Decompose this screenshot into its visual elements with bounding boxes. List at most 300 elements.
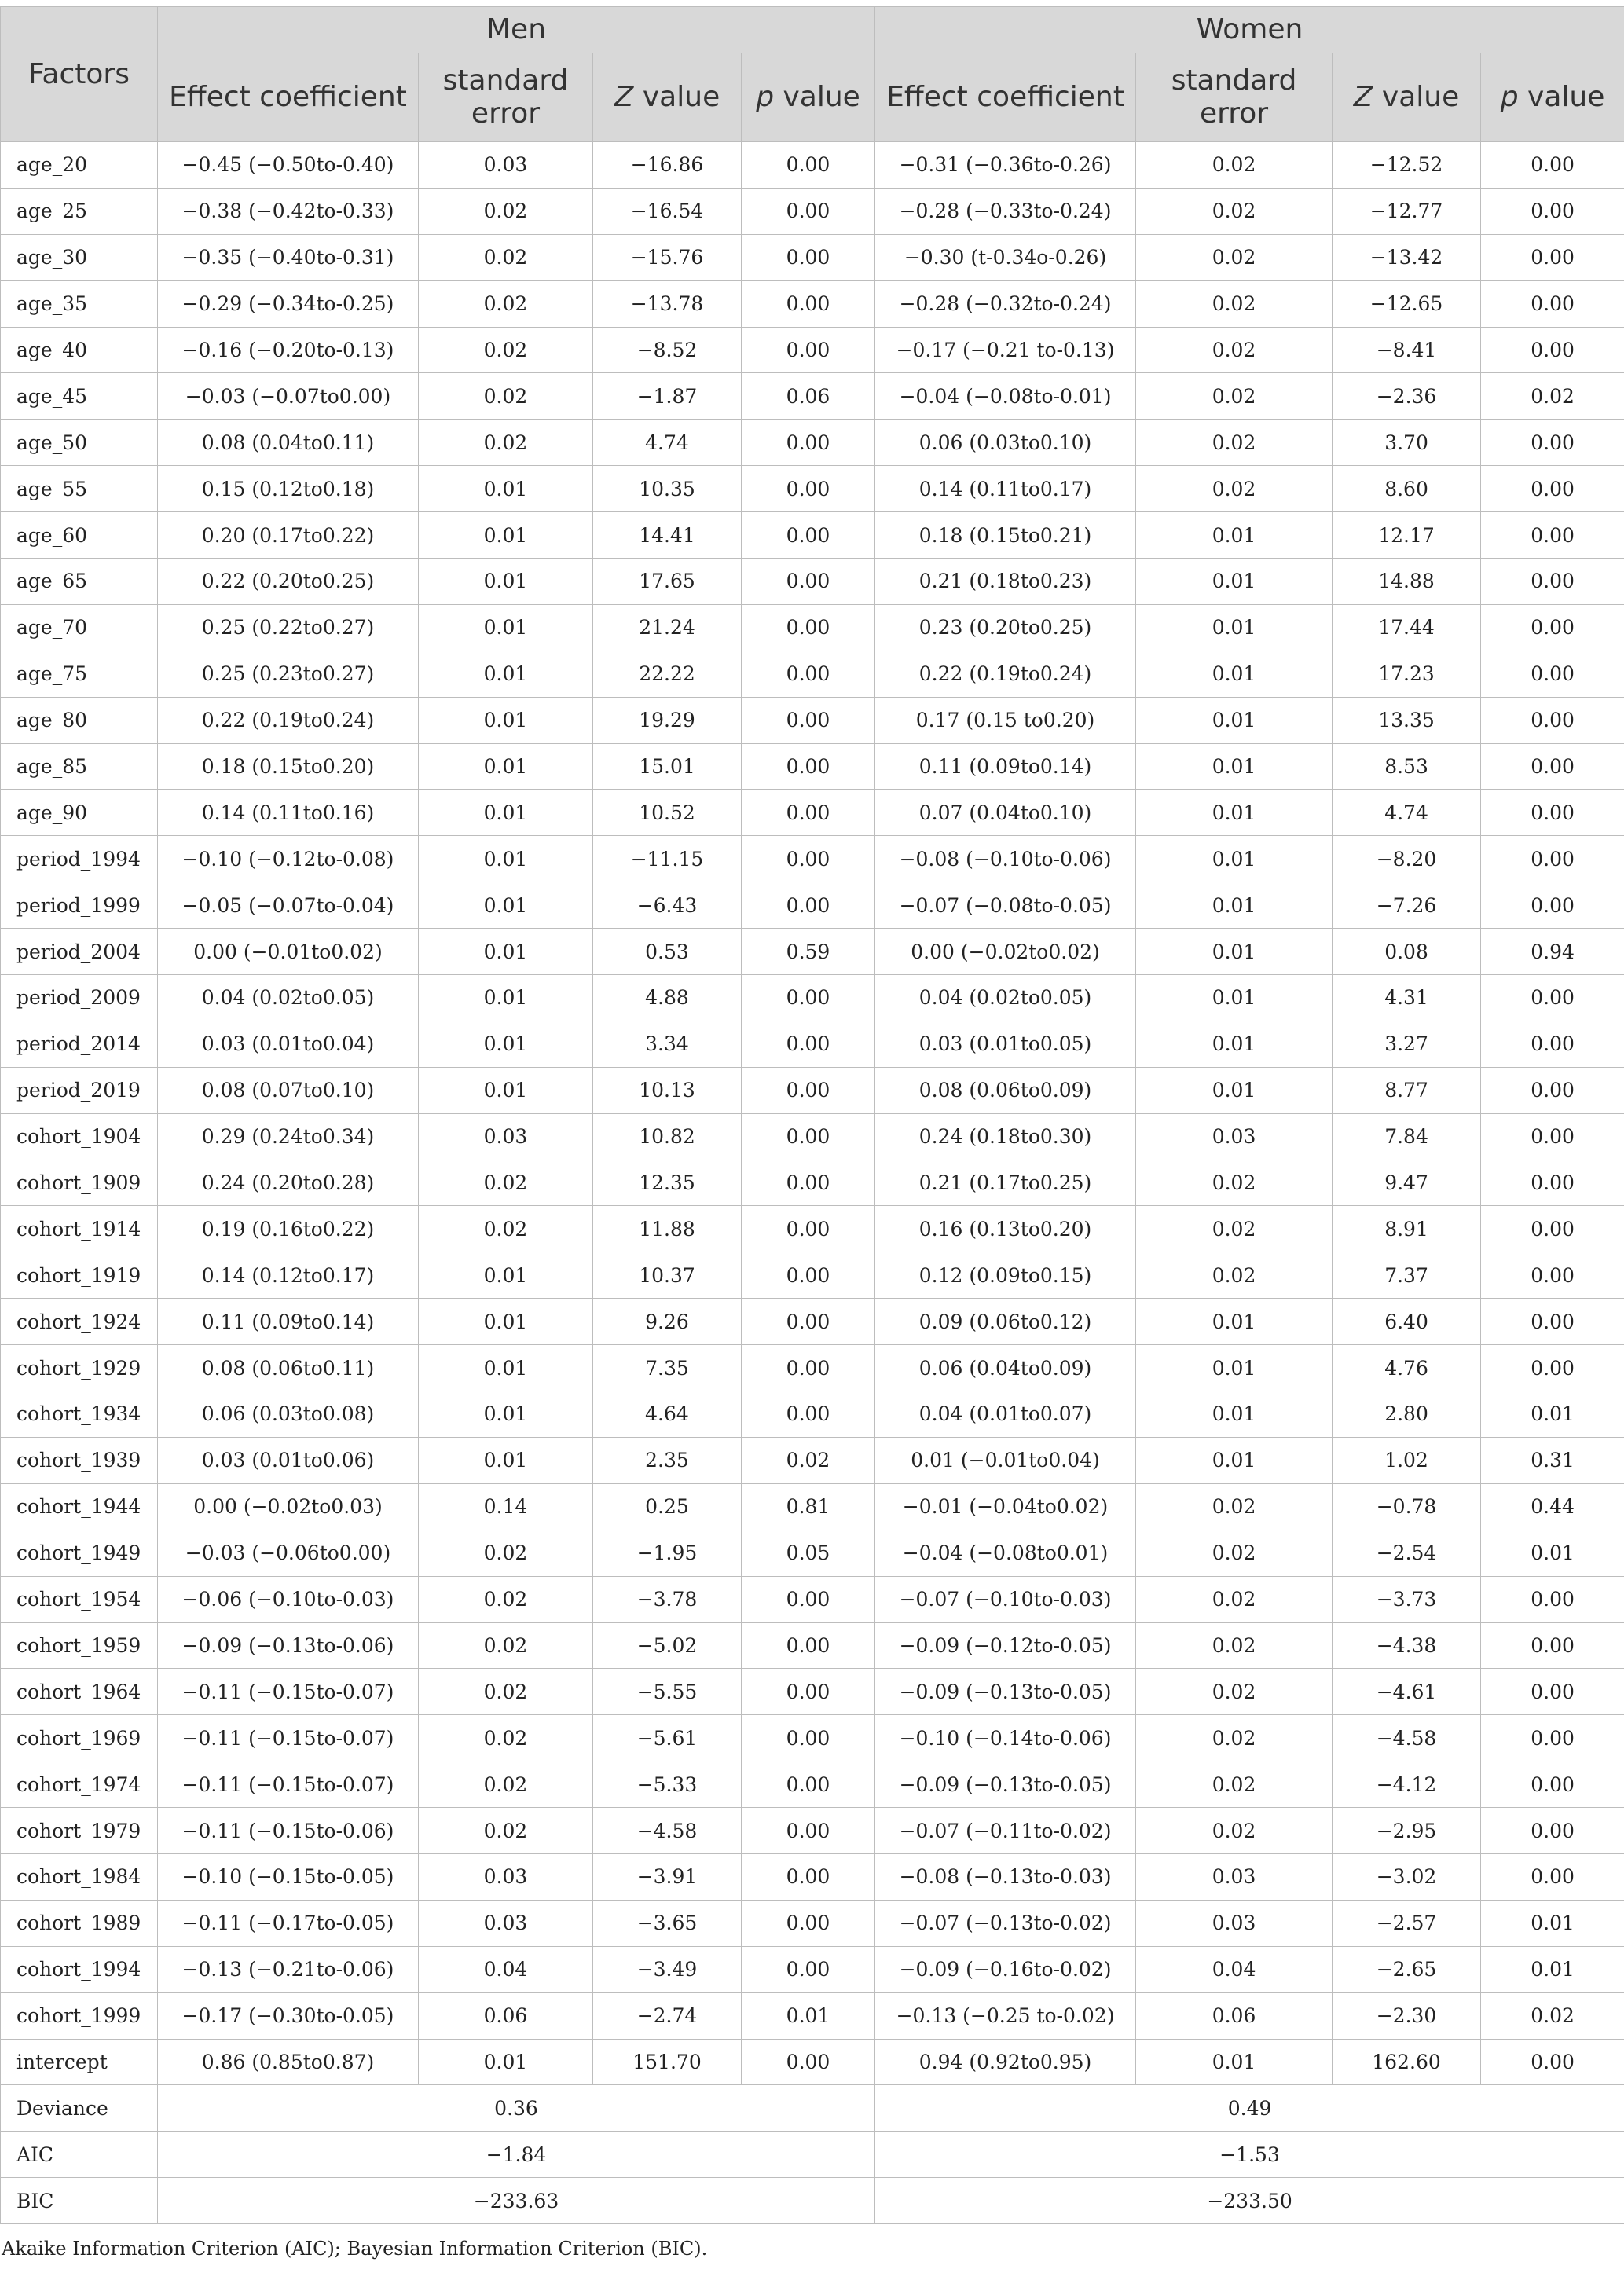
- table-row: [1, 2039, 1624, 2085]
- women-effect-coefficient-cell: 0.21 (0.17to0.25): [875, 1160, 1136, 1206]
- women-z-value-cell: −8.20: [1333, 836, 1481, 882]
- women-z-value-cell: −4.38: [1333, 1622, 1481, 1669]
- men-standard-error-cell: 0.06: [419, 1992, 593, 2039]
- factor-cell: age_20: [1, 142, 158, 189]
- women-z-value-cell: −2.30: [1333, 1992, 1481, 2039]
- italic-symbol: Z: [614, 81, 634, 113]
- table-body: [1, 142, 1624, 2224]
- table-row: [1, 559, 1624, 605]
- women-standard-error-cell: 0.03: [1136, 1853, 1333, 1900]
- table-row: [1, 651, 1624, 697]
- factor-cell: age_85: [1, 743, 158, 790]
- men-effect-coefficient-cell: 0.04 (0.02to0.05): [158, 975, 419, 1021]
- men-p-value-cell: 0.00: [742, 1761, 875, 1808]
- women-z-value-cell: 162.60: [1333, 2039, 1481, 2085]
- men-standard-error-cell: 0.02: [419, 234, 593, 280]
- women-z-value-cell: −13.42: [1333, 234, 1481, 280]
- men-z-value-cell: 14.41: [593, 512, 742, 559]
- women-p-value-cell: 0.00: [1481, 512, 1624, 559]
- women-standard-error-cell: 0.01: [1136, 512, 1333, 559]
- women-p-value-cell: 0.01: [1481, 1900, 1624, 1946]
- women-standard-error-cell: 0.01: [1136, 604, 1333, 651]
- women-effect-coefficient-cell: −0.04 (−0.08to-0.01): [875, 373, 1136, 420]
- women-effect-coefficient-header: [875, 53, 1136, 142]
- men-effect-coefficient-cell: −0.11 (−0.15to-0.07): [158, 1669, 419, 1715]
- fit-stat-row: [1, 2178, 1624, 2224]
- table-row: [1, 604, 1624, 651]
- men-standard-error-cell: 0.02: [419, 327, 593, 373]
- women-p-value-cell: 0.01: [1481, 1391, 1624, 1438]
- men-p-value-cell: 0.81: [742, 1483, 875, 1530]
- women-z-value-cell: −7.26: [1333, 882, 1481, 929]
- women-p-value-cell: 0.00: [1481, 234, 1624, 280]
- women-z-value-cell: −12.65: [1333, 280, 1481, 327]
- men-p-value-cell: 0.00: [742, 1345, 875, 1391]
- men-z-value-cell: 11.88: [593, 1206, 742, 1252]
- women-standard-error-cell: 0.02: [1136, 142, 1333, 189]
- women-p-value-cell: 0.94: [1481, 929, 1624, 975]
- table-row: [1, 512, 1624, 559]
- men-p-value-cell: 0.00: [742, 1715, 875, 1761]
- factor-cell: cohort_1919: [1, 1252, 158, 1299]
- women-standard-error-header: [1136, 53, 1333, 142]
- men-z-value-cell: 17.65: [593, 559, 742, 605]
- table-row: [1, 1900, 1624, 1946]
- women-z-value-cell: 2.80: [1333, 1391, 1481, 1438]
- women-effect-coefficient-cell: 0.21 (0.18to0.23): [875, 559, 1136, 605]
- men-z-value-cell: 21.24: [593, 604, 742, 651]
- men-fit-stat-value: 0.36: [158, 2085, 875, 2132]
- women-standard-error-cell: 0.02: [1136, 1530, 1333, 1576]
- men-effect-coefficient-cell: −0.45 (−0.50to-0.40): [158, 142, 419, 189]
- fit-stat-row: [1, 2085, 1624, 2132]
- column-label: value: [1373, 81, 1460, 113]
- table-row: [1, 1252, 1624, 1299]
- women-effect-coefficient-cell: −0.30 (t-0.34o-0.26): [875, 234, 1136, 280]
- table-row: [1, 1483, 1624, 1530]
- factor-cell: cohort_1949: [1, 1530, 158, 1576]
- men-effect-coefficient-cell: −0.29 (−0.34to-0.25): [158, 280, 419, 327]
- men-z-value-cell: 4.88: [593, 975, 742, 1021]
- women-effect-coefficient-cell: 0.07 (0.04to0.10): [875, 790, 1136, 836]
- women-z-value-cell: 0.08: [1333, 929, 1481, 975]
- column-label: standard error: [442, 64, 569, 130]
- men-standard-error-cell: 0.01: [419, 1299, 593, 1345]
- men-p-value-cell: 0.00: [742, 1946, 875, 1992]
- men-p-value-cell: 0.00: [742, 1113, 875, 1160]
- men-z-value-cell: 0.25: [593, 1483, 742, 1530]
- men-z-value-cell: −5.02: [593, 1622, 742, 1669]
- factor-cell: age_35: [1, 280, 158, 327]
- women-standard-error-cell: 0.06: [1136, 1992, 1333, 2039]
- men-z-value-cell: −6.43: [593, 882, 742, 929]
- men-p-value-cell: 0.00: [742, 420, 875, 466]
- women-p-value-cell: 0.00: [1481, 280, 1624, 327]
- men-p-value-cell: 0.00: [742, 790, 875, 836]
- men-z-value-cell: 10.35: [593, 466, 742, 512]
- women-effect-coefficient-cell: 0.00 (−0.02to0.02): [875, 929, 1136, 975]
- women-effect-coefficient-cell: 0.14 (0.11to0.17): [875, 466, 1136, 512]
- women-z-value-cell: −2.57: [1333, 1900, 1481, 1946]
- women-standard-error-cell: 0.02: [1136, 1483, 1333, 1530]
- factor-cell: age_80: [1, 697, 158, 743]
- women-effect-coefficient-cell: 0.18 (0.15to0.21): [875, 512, 1136, 559]
- table-row: [1, 1345, 1624, 1391]
- women-p-value-cell: 0.00: [1481, 1715, 1624, 1761]
- men-standard-error-cell: 0.01: [419, 651, 593, 697]
- women-effect-coefficient-cell: −0.17 (−0.21 to-0.13): [875, 327, 1136, 373]
- men-standard-error-cell: 0.01: [419, 1252, 593, 1299]
- men-effect-coefficient-cell: 0.25 (0.23to0.27): [158, 651, 419, 697]
- women-z-value-cell: −8.41: [1333, 327, 1481, 373]
- women-p-value-cell: 0.00: [1481, 559, 1624, 605]
- factor-cell: cohort_1959: [1, 1622, 158, 1669]
- women-p-value-cell: 0.00: [1481, 882, 1624, 929]
- men-standard-error-cell: 0.01: [419, 1345, 593, 1391]
- table-row: [1, 743, 1624, 790]
- men-p-value-cell: 0.00: [742, 1206, 875, 1252]
- women-effect-coefficient-cell: 0.06 (0.03to0.10): [875, 420, 1136, 466]
- men-group-header: Men: [158, 7, 875, 53]
- results-table: [0, 6, 1624, 2224]
- men-fit-stat-value: −233.63: [158, 2178, 875, 2224]
- men-standard-error-cell: 0.01: [419, 697, 593, 743]
- women-p-value-cell: 0.00: [1481, 1113, 1624, 1160]
- factor-cell: period_2014: [1, 1021, 158, 1067]
- women-standard-error-cell: 0.01: [1136, 1345, 1333, 1391]
- factor-cell: cohort_1929: [1, 1345, 158, 1391]
- men-z-value-cell: −16.54: [593, 188, 742, 234]
- men-p-value-cell: 0.00: [742, 1669, 875, 1715]
- women-standard-error-cell: 0.02: [1136, 327, 1333, 373]
- factors-header: Factors: [1, 7, 158, 142]
- men-effect-coefficient-cell: 0.11 (0.09to0.14): [158, 1299, 419, 1345]
- men-z-value-cell: 2.35: [593, 1437, 742, 1483]
- table-row: [1, 1946, 1624, 1992]
- factor-cell: age_25: [1, 188, 158, 234]
- italic-symbol: Z: [1353, 81, 1373, 113]
- table-row: [1, 1160, 1624, 1206]
- women-z-value-cell: 8.77: [1333, 1067, 1481, 1113]
- column-label: value: [774, 81, 860, 113]
- men-standard-error-cell: 0.02: [419, 1669, 593, 1715]
- table-row: [1, 373, 1624, 420]
- men-standard-error-cell: 0.02: [419, 1530, 593, 1576]
- women-effect-coefficient-cell: 0.01 (−0.01to0.04): [875, 1437, 1136, 1483]
- men-z-value-header: [593, 53, 742, 142]
- men-standard-error-cell: 0.01: [419, 2039, 593, 2085]
- table-row: [1, 234, 1624, 280]
- table-row: [1, 1021, 1624, 1067]
- column-label: value: [1518, 81, 1605, 113]
- table-row: [1, 420, 1624, 466]
- women-p-value-cell: 0.00: [1481, 1252, 1624, 1299]
- men-z-value-cell: 4.64: [593, 1391, 742, 1438]
- women-z-value-cell: 1.02: [1333, 1437, 1481, 1483]
- factor-cell: cohort_1979: [1, 1808, 158, 1854]
- table-row: [1, 1715, 1624, 1761]
- men-standard-error-cell: 0.01: [419, 604, 593, 651]
- men-standard-error-cell: 0.02: [419, 280, 593, 327]
- men-effect-coefficient-cell: 0.86 (0.85to0.87): [158, 2039, 419, 2085]
- women-effect-coefficient-cell: −0.08 (−0.10to-0.06): [875, 836, 1136, 882]
- men-p-value-cell: 0.00: [742, 1622, 875, 1669]
- men-standard-error-cell: 0.02: [419, 1808, 593, 1854]
- men-z-value-cell: −11.15: [593, 836, 742, 882]
- men-z-value-cell: 15.01: [593, 743, 742, 790]
- women-z-value-cell: −4.12: [1333, 1761, 1481, 1808]
- men-effect-coefficient-cell: −0.35 (−0.40to-0.31): [158, 234, 419, 280]
- women-fit-stat-value: −233.50: [875, 2178, 1624, 2224]
- men-standard-error-cell: 0.01: [419, 1067, 593, 1113]
- subheader-row: [1, 53, 1624, 142]
- men-p-value-cell: 0.00: [742, 142, 875, 189]
- women-p-value-cell: 0.00: [1481, 1669, 1624, 1715]
- men-effect-coefficient-cell: −0.10 (−0.15to-0.05): [158, 1853, 419, 1900]
- women-effect-coefficient-cell: −0.28 (−0.33to-0.24): [875, 188, 1136, 234]
- women-z-value-cell: −2.36: [1333, 373, 1481, 420]
- women-p-value-cell: 0.44: [1481, 1483, 1624, 1530]
- men-effect-coefficient-cell: 0.08 (0.06to0.11): [158, 1345, 419, 1391]
- women-effect-coefficient-cell: −0.07 (−0.11to-0.02): [875, 1808, 1136, 1854]
- women-standard-error-cell: 0.02: [1136, 1669, 1333, 1715]
- men-standard-error-cell: 0.02: [419, 1715, 593, 1761]
- factor-cell: period_1994: [1, 836, 158, 882]
- men-effect-coefficient-cell: −0.05 (−0.07to-0.04): [158, 882, 419, 929]
- factor-cell: period_2009: [1, 975, 158, 1021]
- women-standard-error-cell: 0.02: [1136, 1206, 1333, 1252]
- men-effect-coefficient-cell: −0.11 (−0.17to-0.05): [158, 1900, 419, 1946]
- women-standard-error-cell: 0.02: [1136, 420, 1333, 466]
- table-row: [1, 1622, 1624, 1669]
- men-standard-error-cell: 0.01: [419, 975, 593, 1021]
- men-standard-error-cell: 0.02: [419, 420, 593, 466]
- women-standard-error-cell: 0.01: [1136, 743, 1333, 790]
- women-standard-error-cell: 0.03: [1136, 1900, 1333, 1946]
- women-z-value-cell: 4.74: [1333, 790, 1481, 836]
- women-effect-coefficient-cell: 0.04 (0.02to0.05): [875, 975, 1136, 1021]
- women-standard-error-cell: 0.01: [1136, 2039, 1333, 2085]
- women-standard-error-cell: 0.01: [1136, 1299, 1333, 1345]
- women-p-value-cell: 0.00: [1481, 142, 1624, 189]
- women-p-value-cell: 0.00: [1481, 1345, 1624, 1391]
- factor-cell: cohort_1974: [1, 1761, 158, 1808]
- men-standard-error-cell: 0.01: [419, 1021, 593, 1067]
- men-effect-coefficient-cell: 0.22 (0.20to0.25): [158, 559, 419, 605]
- women-p-value-cell: 0.00: [1481, 1576, 1624, 1622]
- women-standard-error-cell: 0.02: [1136, 280, 1333, 327]
- factor-cell: cohort_1924: [1, 1299, 158, 1345]
- women-effect-coefficient-cell: 0.08 (0.06to0.09): [875, 1067, 1136, 1113]
- men-p-value-cell: 0.00: [742, 882, 875, 929]
- men-p-value-cell: 0.00: [742, 234, 875, 280]
- women-p-value-cell: 0.00: [1481, 1853, 1624, 1900]
- women-p-value-cell: 0.00: [1481, 1622, 1624, 1669]
- women-standard-error-cell: 0.02: [1136, 1761, 1333, 1808]
- table-row: [1, 142, 1624, 189]
- women-p-value-cell: 0.00: [1481, 1067, 1624, 1113]
- women-p-value-cell: 0.31: [1481, 1437, 1624, 1483]
- men-p-value-cell: 0.00: [742, 188, 875, 234]
- men-z-value-cell: 10.13: [593, 1067, 742, 1113]
- women-effect-coefficient-cell: −0.04 (−0.08to0.01): [875, 1530, 1136, 1576]
- men-standard-error-cell: 0.01: [419, 836, 593, 882]
- men-standard-error-cell: 0.02: [419, 1206, 593, 1252]
- fit-stat-label: Deviance: [1, 2085, 158, 2132]
- women-p-value-cell: 0.01: [1481, 1946, 1624, 1992]
- men-z-value-cell: 10.82: [593, 1113, 742, 1160]
- women-fit-stat-value: −1.53: [875, 2132, 1624, 2178]
- women-effect-coefficient-cell: 0.22 (0.19to0.24): [875, 651, 1136, 697]
- women-standard-error-cell: 0.03: [1136, 1113, 1333, 1160]
- table-row: [1, 975, 1624, 1021]
- women-p-value-cell: 0.00: [1481, 790, 1624, 836]
- men-z-value-cell: 22.22: [593, 651, 742, 697]
- men-p-value-cell: 0.00: [742, 2039, 875, 2085]
- men-effect-coefficient-cell: 0.24 (0.20to0.28): [158, 1160, 419, 1206]
- women-z-value-cell: 14.88: [1333, 559, 1481, 605]
- women-standard-error-cell: 0.02: [1136, 466, 1333, 512]
- men-effect-coefficient-cell: −0.03 (−0.06to0.00): [158, 1530, 419, 1576]
- men-effect-coefficient-cell: 0.06 (0.03to0.08): [158, 1391, 419, 1438]
- men-z-value-cell: 10.52: [593, 790, 742, 836]
- men-z-value-cell: 7.35: [593, 1345, 742, 1391]
- column-label: value: [633, 81, 720, 113]
- table-row: [1, 1992, 1624, 2039]
- women-p-value-cell: 0.00: [1481, 1206, 1624, 1252]
- men-effect-coefficient-cell: −0.11 (−0.15to-0.07): [158, 1761, 419, 1808]
- women-p-value-cell: 0.00: [1481, 697, 1624, 743]
- factor-cell: age_70: [1, 604, 158, 651]
- men-z-value-cell: 12.35: [593, 1160, 742, 1206]
- women-standard-error-cell: 0.01: [1136, 651, 1333, 697]
- women-effect-coefficient-cell: −0.09 (−0.13to-0.05): [875, 1669, 1136, 1715]
- men-standard-error-cell: 0.03: [419, 142, 593, 189]
- women-z-value-cell: 7.84: [1333, 1113, 1481, 1160]
- men-effect-coefficient-cell: −0.13 (−0.21to-0.06): [158, 1946, 419, 1992]
- men-standard-error-cell: 0.02: [419, 1622, 593, 1669]
- men-effect-coefficient-cell: 0.14 (0.11to0.16): [158, 790, 419, 836]
- women-effect-coefficient-cell: 0.06 (0.04to0.09): [875, 1345, 1136, 1391]
- factor-cell: cohort_1904: [1, 1113, 158, 1160]
- men-standard-error-cell: 0.03: [419, 1113, 593, 1160]
- men-standard-error-cell: 0.03: [419, 1900, 593, 1946]
- women-z-value-cell: −2.65: [1333, 1946, 1481, 1992]
- men-z-value-cell: 19.29: [593, 697, 742, 743]
- men-effect-coefficient-cell: −0.11 (−0.15to-0.06): [158, 1808, 419, 1854]
- men-p-value-cell: 0.00: [742, 604, 875, 651]
- women-p-value-cell: 0.01: [1481, 1530, 1624, 1576]
- women-p-value-cell: 0.00: [1481, 975, 1624, 1021]
- men-effect-coefficient-cell: −0.06 (−0.10to-0.03): [158, 1576, 419, 1622]
- men-z-value-cell: −15.76: [593, 234, 742, 280]
- women-z-value-cell: −4.58: [1333, 1715, 1481, 1761]
- men-p-value-cell: 0.00: [742, 836, 875, 882]
- women-z-value-cell: 4.31: [1333, 975, 1481, 1021]
- women-effect-coefficient-cell: 0.16 (0.13to0.20): [875, 1206, 1136, 1252]
- factor-cell: cohort_1939: [1, 1437, 158, 1483]
- women-z-value-cell: 8.91: [1333, 1206, 1481, 1252]
- table-row: [1, 1669, 1624, 1715]
- women-standard-error-cell: 0.02: [1136, 1576, 1333, 1622]
- women-z-value-cell: 7.37: [1333, 1252, 1481, 1299]
- men-effect-coefficient-cell: −0.09 (−0.13to-0.06): [158, 1622, 419, 1669]
- men-standard-error-cell: 0.02: [419, 1761, 593, 1808]
- men-z-value-cell: −16.86: [593, 142, 742, 189]
- men-effect-coefficient-cell: −0.10 (−0.12to-0.08): [158, 836, 419, 882]
- men-effect-coefficient-cell: 0.22 (0.19to0.24): [158, 697, 419, 743]
- women-standard-error-cell: 0.02: [1136, 1622, 1333, 1669]
- women-z-value-cell: −12.52: [1333, 142, 1481, 189]
- factor-cell: age_60: [1, 512, 158, 559]
- women-effect-coefficient-cell: −0.10 (−0.14to-0.06): [875, 1715, 1136, 1761]
- women-standard-error-cell: 0.01: [1136, 697, 1333, 743]
- column-label: Effect coefficient: [886, 81, 1124, 113]
- women-effect-coefficient-cell: −0.09 (−0.12to-0.05): [875, 1622, 1136, 1669]
- women-standard-error-cell: 0.01: [1136, 790, 1333, 836]
- men-standard-error-cell: 0.01: [419, 882, 593, 929]
- men-effect-coefficient-cell: 0.29 (0.24to0.34): [158, 1113, 419, 1160]
- women-effect-coefficient-cell: 0.17 (0.15 to0.20): [875, 697, 1136, 743]
- men-standard-error-cell: 0.14: [419, 1483, 593, 1530]
- men-standard-error-header: [419, 53, 593, 142]
- factor-cell: age_50: [1, 420, 158, 466]
- men-effect-coefficient-cell: 0.00 (−0.02to0.03): [158, 1483, 419, 1530]
- men-effect-coefficient-cell: 0.19 (0.16to0.22): [158, 1206, 419, 1252]
- table-row: [1, 836, 1624, 882]
- factor-cell: age_65: [1, 559, 158, 605]
- table-row: [1, 929, 1624, 975]
- men-standard-error-cell: 0.01: [419, 512, 593, 559]
- women-z-value-cell: 3.70: [1333, 420, 1481, 466]
- table-row: [1, 882, 1624, 929]
- men-p-value-cell: 0.00: [742, 1067, 875, 1113]
- women-standard-error-cell: 0.02: [1136, 1160, 1333, 1206]
- women-effect-coefficient-cell: −0.07 (−0.08to-0.05): [875, 882, 1136, 929]
- men-effect-coefficient-cell: 0.03 (0.01to0.04): [158, 1021, 419, 1067]
- women-z-value-cell: 13.35: [1333, 697, 1481, 743]
- women-z-value-cell: −2.54: [1333, 1530, 1481, 1576]
- table-row: [1, 327, 1624, 373]
- women-p-value-cell: 0.00: [1481, 466, 1624, 512]
- men-effect-coefficient-cell: 0.20 (0.17to0.22): [158, 512, 419, 559]
- men-z-value-cell: 0.53: [593, 929, 742, 975]
- factor-cell: period_1999: [1, 882, 158, 929]
- women-standard-error-cell: 0.01: [1136, 882, 1333, 929]
- women-p-value-cell: 0.00: [1481, 327, 1624, 373]
- women-z-value-header: [1333, 53, 1481, 142]
- factor-cell: cohort_1954: [1, 1576, 158, 1622]
- women-z-value-cell: 8.53: [1333, 743, 1481, 790]
- women-p-value-cell: 0.00: [1481, 2039, 1624, 2085]
- factor-cell: cohort_1934: [1, 1391, 158, 1438]
- women-effect-coefficient-cell: −0.09 (−0.13to-0.05): [875, 1761, 1136, 1808]
- women-effect-coefficient-cell: 0.12 (0.09to0.15): [875, 1252, 1136, 1299]
- women-standard-error-cell: 0.01: [1136, 975, 1333, 1021]
- men-p-value-cell: 0.00: [742, 1299, 875, 1345]
- factor-cell: cohort_1989: [1, 1900, 158, 1946]
- men-effect-coefficient-cell: −0.03 (−0.07to0.00): [158, 373, 419, 420]
- table-row: [1, 280, 1624, 327]
- table-row: [1, 188, 1624, 234]
- men-p-value-cell: 0.02: [742, 1437, 875, 1483]
- women-standard-error-cell: 0.02: [1136, 188, 1333, 234]
- women-p-value-cell: 0.00: [1481, 1761, 1624, 1808]
- men-fit-stat-value: −1.84: [158, 2132, 875, 2178]
- men-z-value-cell: −4.58: [593, 1808, 742, 1854]
- women-p-value-cell: 0.00: [1481, 1299, 1624, 1345]
- women-effect-coefficient-cell: −0.31 (−0.36to-0.26): [875, 142, 1136, 189]
